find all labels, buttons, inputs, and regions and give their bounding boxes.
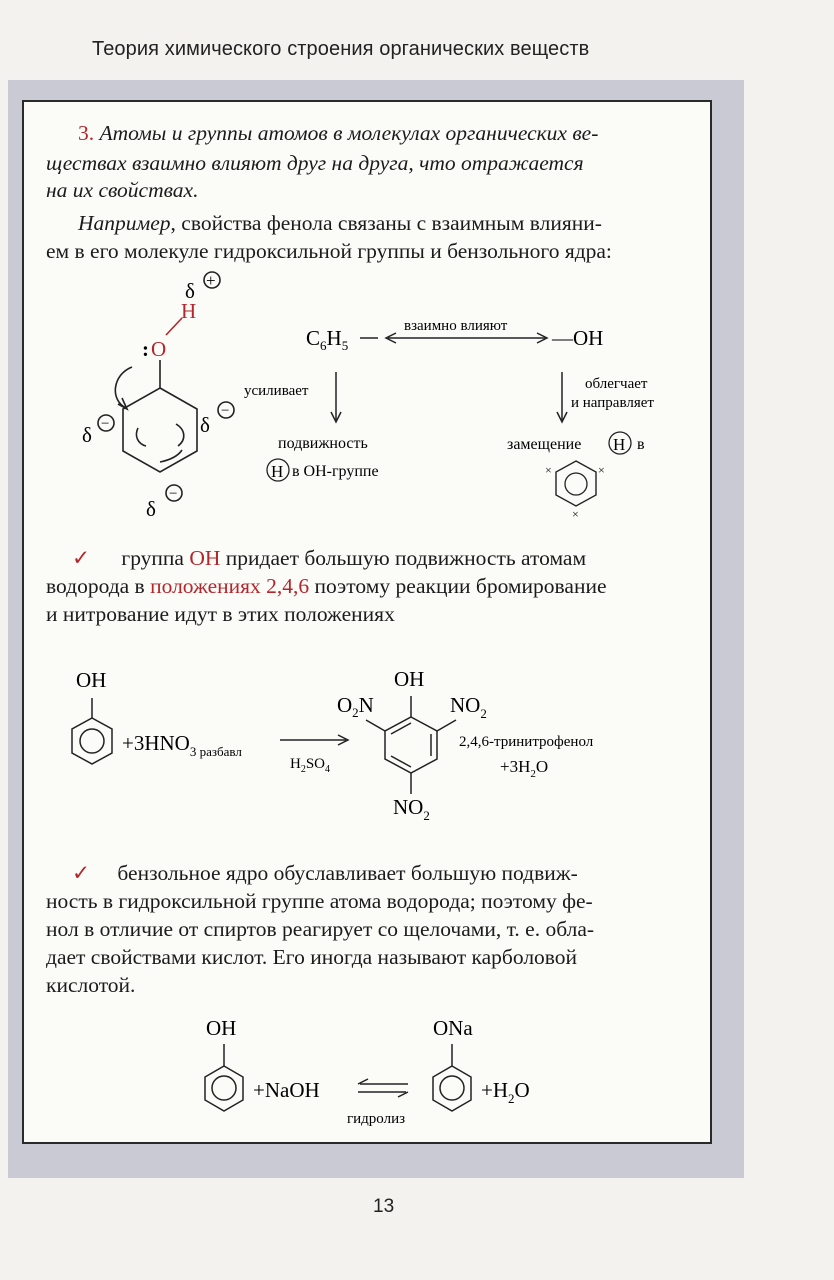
point3-number: 3.	[78, 121, 95, 145]
product-name: 2,4,6-тринитрофенол	[459, 734, 594, 750]
point3-line1: 3. Атомы и группы атомов в молекулах органических ве-	[78, 121, 599, 145]
bullet1-line1: ✓ группа OH придает большую подвижность атомам	[72, 546, 587, 570]
h-circled-left: H	[271, 462, 284, 481]
o2n-left: $O_2N$	[337, 693, 374, 720]
bullet2-line3: нол в отличие от спиртов реагирует со щелочами, т. е. обла-	[46, 917, 595, 941]
naoh: +NaOH	[253, 1078, 320, 1102]
bullet2-line5: кислотой.	[46, 973, 136, 997]
hydrolysis-label: гидролиз	[347, 1111, 406, 1127]
h-circled-right: H	[613, 435, 626, 454]
phenol-oh: OH	[206, 1016, 237, 1040]
in-oh-group-label: в OH-группе	[292, 463, 379, 480]
delta-plus: δ	[185, 279, 195, 303]
svg-text:−: −	[169, 486, 178, 502]
ortho-mark-right: ×	[598, 463, 605, 477]
para-mark: ×	[572, 507, 579, 521]
svg-text:−: −	[221, 403, 230, 419]
catalyst-label: $H_2SO_4$	[290, 756, 331, 775]
page-number: 13	[373, 1196, 395, 1217]
reactant-oh: OH	[76, 668, 107, 692]
bullet2-line2: ность в гидроксильной группе атома водорода; поэтому фе-	[46, 889, 593, 913]
bullet1-line2: водорода в положениях 2,4,6 поэтому реакции бромирование	[46, 574, 607, 598]
running-header: Теория химического строения органических веществ	[92, 38, 590, 60]
bullet1-line3: и нитрование идут в этих положениях	[46, 602, 395, 626]
no2-right: $NO_2$	[450, 693, 487, 721]
delta-ortho-left: δ	[82, 423, 92, 447]
mobility-label: подвижность	[278, 435, 368, 452]
delta-ortho-right: δ	[200, 413, 210, 437]
in-label: в	[637, 436, 645, 453]
o-atom: O	[151, 337, 167, 361]
check-icon: ✓	[72, 546, 91, 570]
point3-line3: на их свойствах.	[46, 178, 199, 202]
lone-pair-dots: :	[142, 337, 149, 361]
example-lead: Например	[78, 211, 171, 235]
svg-text:−: −	[101, 416, 110, 432]
water: $+H_2O$	[481, 1078, 530, 1106]
point3-line2: ществах взаимно влияют друг на друга, что отражается	[46, 151, 584, 175]
eases-label-2: и направляет	[571, 395, 654, 411]
delta-para: δ	[146, 497, 156, 521]
phenol-ring	[205, 1066, 243, 1111]
no2-bottom: $NO_2$	[393, 795, 430, 823]
bullet2-line1: ✓ бензольное ядро обуславливает большую подвиж-	[72, 861, 578, 885]
ortho-mark-left: ×	[545, 463, 552, 477]
bullet2-line4: дает свойствами кислот. Его иногда называют карболовой	[46, 945, 578, 969]
phenolate-ona: ONa	[433, 1016, 473, 1040]
h-atom: H	[181, 299, 197, 323]
example-line1: Например, свойства фенола связаны с взаимным влияни-	[78, 211, 602, 235]
oh-group: —OH	[552, 326, 604, 350]
substitution-label: замещение	[507, 436, 582, 453]
enhances-label: усиливает	[244, 383, 309, 399]
phenolate-ring	[433, 1066, 471, 1111]
product-oh: OH	[394, 667, 425, 691]
example-line2: ем в его молекуле гидроксильной группы и бензольного ядра:	[46, 239, 612, 263]
eases-label-1: облегчает	[585, 376, 648, 392]
nitric-acid: $+3HNO_{3 разбавл}$	[122, 731, 242, 759]
check-icon: ✓	[72, 861, 91, 885]
water-product: $+3H_2O$	[500, 757, 549, 780]
mutual-label: взаимно влияют	[404, 318, 508, 334]
c6h5-group: $C_6H_5$	[306, 326, 349, 353]
svg-text:+: +	[206, 271, 216, 290]
